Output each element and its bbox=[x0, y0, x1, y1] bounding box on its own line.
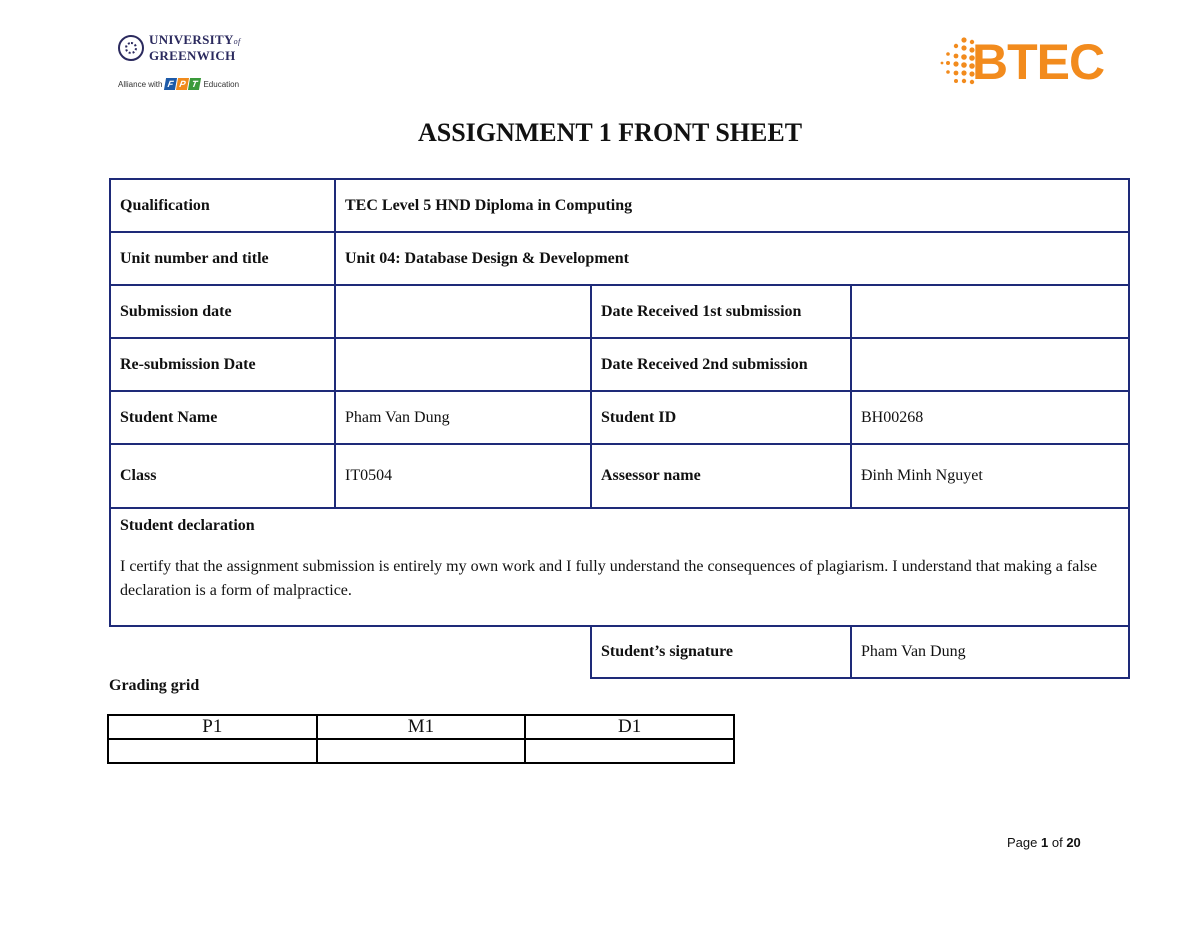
grade-d1-header: D1 bbox=[525, 715, 734, 739]
signature-label: Student’s signature bbox=[591, 626, 851, 678]
qualification-label: Qualification bbox=[110, 179, 335, 232]
page-title: ASSIGNMENT 1 FRONT SHEET bbox=[417, 118, 803, 147]
class-row bbox=[110, 444, 1129, 508]
grade-p1-value bbox=[108, 739, 317, 763]
grading-value-row bbox=[108, 739, 734, 763]
date-received-2-label: Date Received 2nd submission bbox=[591, 338, 851, 391]
date-received-1-label: Date Received 1st submission bbox=[591, 285, 851, 338]
qualification-value: TEC Level 5 HND Diploma in Computing bbox=[335, 179, 1129, 232]
resubmission-row bbox=[110, 338, 1129, 391]
unit-value: Unit 04: Database Design & Development bbox=[335, 232, 1129, 285]
unit-row bbox=[110, 232, 1129, 285]
submission-row bbox=[110, 285, 1129, 338]
grade-m1-header: M1 bbox=[317, 715, 526, 739]
greenwich-wordmark: UNIVERSITYof GREENWICH bbox=[149, 32, 241, 63]
class-label: Class bbox=[110, 444, 335, 508]
resubmission-date-value bbox=[335, 338, 591, 391]
university-of-greenwich-logo bbox=[118, 32, 258, 94]
declaration-title: Student declaration bbox=[120, 517, 255, 534]
student-name-value: Pham Van Dung bbox=[335, 391, 591, 444]
fpt-logo: F P T bbox=[165, 78, 200, 90]
grade-p1-header: P1 bbox=[108, 715, 317, 739]
front-sheet-table bbox=[109, 178, 1130, 679]
unit-label: Unit number and title bbox=[110, 232, 335, 285]
class-value: IT0504 bbox=[335, 444, 591, 508]
qualification-row bbox=[110, 179, 1129, 232]
btec-logo bbox=[938, 32, 1120, 92]
date-received-2-value bbox=[851, 338, 1129, 391]
grading-grid-label: Grading grid bbox=[109, 677, 200, 694]
page-number: Page 1 of 20 bbox=[1007, 835, 1081, 850]
student-id-value: BH00268 bbox=[851, 391, 1129, 444]
student-row bbox=[110, 391, 1129, 444]
declaration-cell bbox=[110, 508, 1129, 626]
submission-date-label: Submission date bbox=[110, 285, 335, 338]
date-received-1-value bbox=[851, 285, 1129, 338]
resubmission-date-label: Re-submission Date bbox=[110, 338, 335, 391]
submission-date-value bbox=[335, 285, 591, 338]
declaration-text: I certify that the assignment submission is entirely my own work and I fully understand the consequences of plagiarism. I understand that making a false declaration is a form of malpractice. bbox=[120, 558, 1098, 599]
greenwich-seal-icon bbox=[118, 35, 144, 61]
signature-spacer bbox=[110, 626, 591, 678]
declaration-row bbox=[110, 508, 1129, 626]
signature-row bbox=[110, 626, 1129, 678]
btec-wordmark: BTEC bbox=[972, 34, 1105, 90]
student-id-label: Student ID bbox=[591, 391, 851, 444]
student-name-label: Student Name bbox=[110, 391, 335, 444]
grading-header-row bbox=[108, 715, 734, 739]
fpt-alliance-line: Alliance with F P T Education bbox=[118, 79, 240, 89]
grade-d1-value bbox=[525, 739, 734, 763]
assessor-value: Đinh Minh Nguyet bbox=[851, 444, 1129, 508]
signature-value: Pham Van Dung bbox=[851, 626, 1129, 678]
grading-grid-table bbox=[107, 714, 735, 764]
assessor-label: Assessor name bbox=[591, 444, 851, 508]
grade-m1-value bbox=[317, 739, 526, 763]
